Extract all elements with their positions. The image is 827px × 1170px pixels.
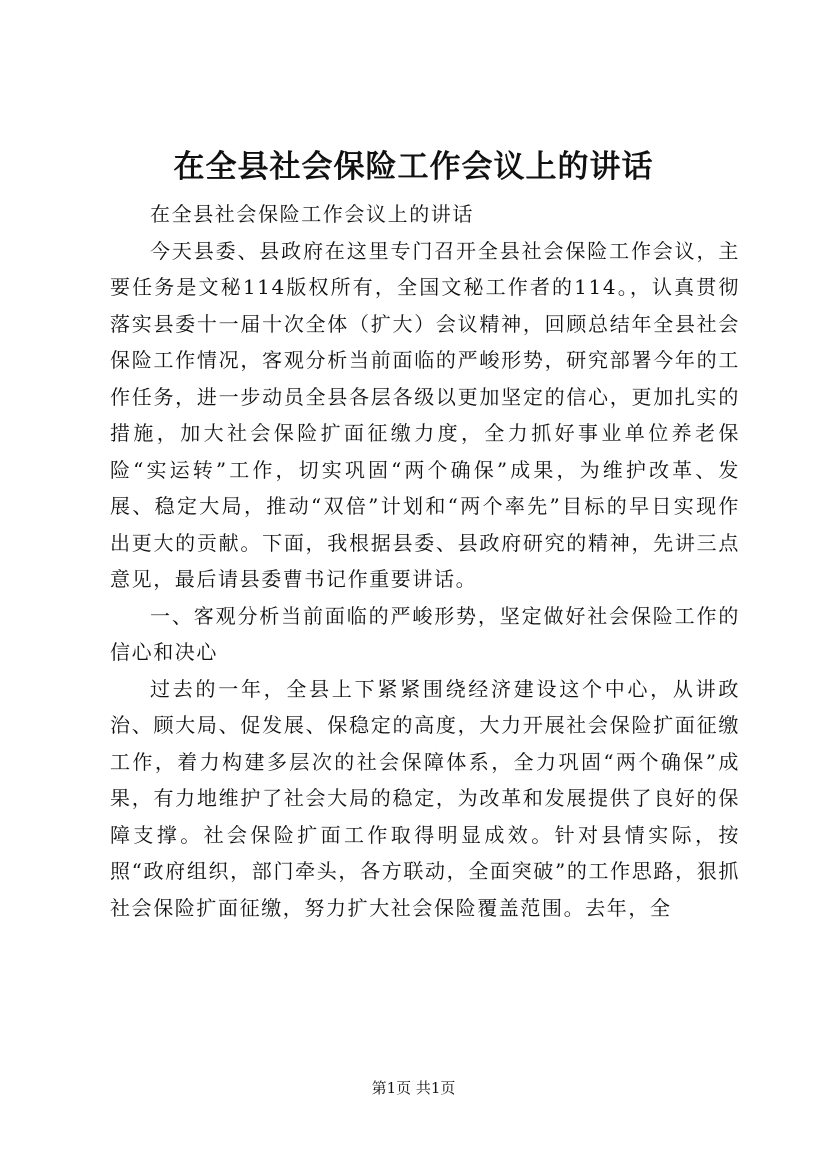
- paragraph-opening: 今天县委、县政府在这里专门召开全县社会保险工作会议，主要任务是文秘114版权所有，全国文秘工作者的114。，认真贯彻落实县委十一届十次全体（扩大）会议精神，回顾总结年全县社会保险工作情况，客观分析当前面临的严峻形势，研究部署今年的工作任务，进一步动员全县各层各级以更加坚定的信心，更加扎实的措施，加大社会保险扩面征缴力度，全力抓好事业单位养老保险“实运转”工作，切实巩固“两个确保”成果，为维护改革、发展、稳定大局，推动“双倍”计划和“两个率先”目标的早日实现作出更大的贡献。下面，我根据县委、县政府研究的精神，先讲三点意见，最后请县委曹书记作重要讲话。: [110, 238, 740, 591]
- paragraph-subtitle: 在全县社会保险工作会议上的讲话: [150, 202, 474, 226]
- paragraph-section-heading: 一、客观分析当前面临的严峻形势，坚定做好社会保险工作的信心和决心: [110, 603, 740, 664]
- document-body: [110, 196, 740, 926]
- paragraph-review: 过去的一年，全县上下紧紧围绕经济建设这个中心，从讲政治、顾大局、促发展、保稳定的高度，大力开展社会保险扩面征缴工作，着力构建多层次的社会保障体系，全力巩固“两个确保”成果，有力地维护了社会大局的稳定，为改革和发展提供了良好的保障支撑。社会保险扩面工作取得明显成效。针对县情实际，按照“政府组织，部门牵头，各方联动，全面突破”的工作思路，狠抓社会保险扩面征缴，努力扩大社会保险覆盖范围。去年，全: [110, 676, 740, 920]
- page-footer: 第1页 共1页: [371, 1079, 456, 1097]
- document-title: 在全县社会保险工作会议上的讲话: [173, 149, 654, 185]
